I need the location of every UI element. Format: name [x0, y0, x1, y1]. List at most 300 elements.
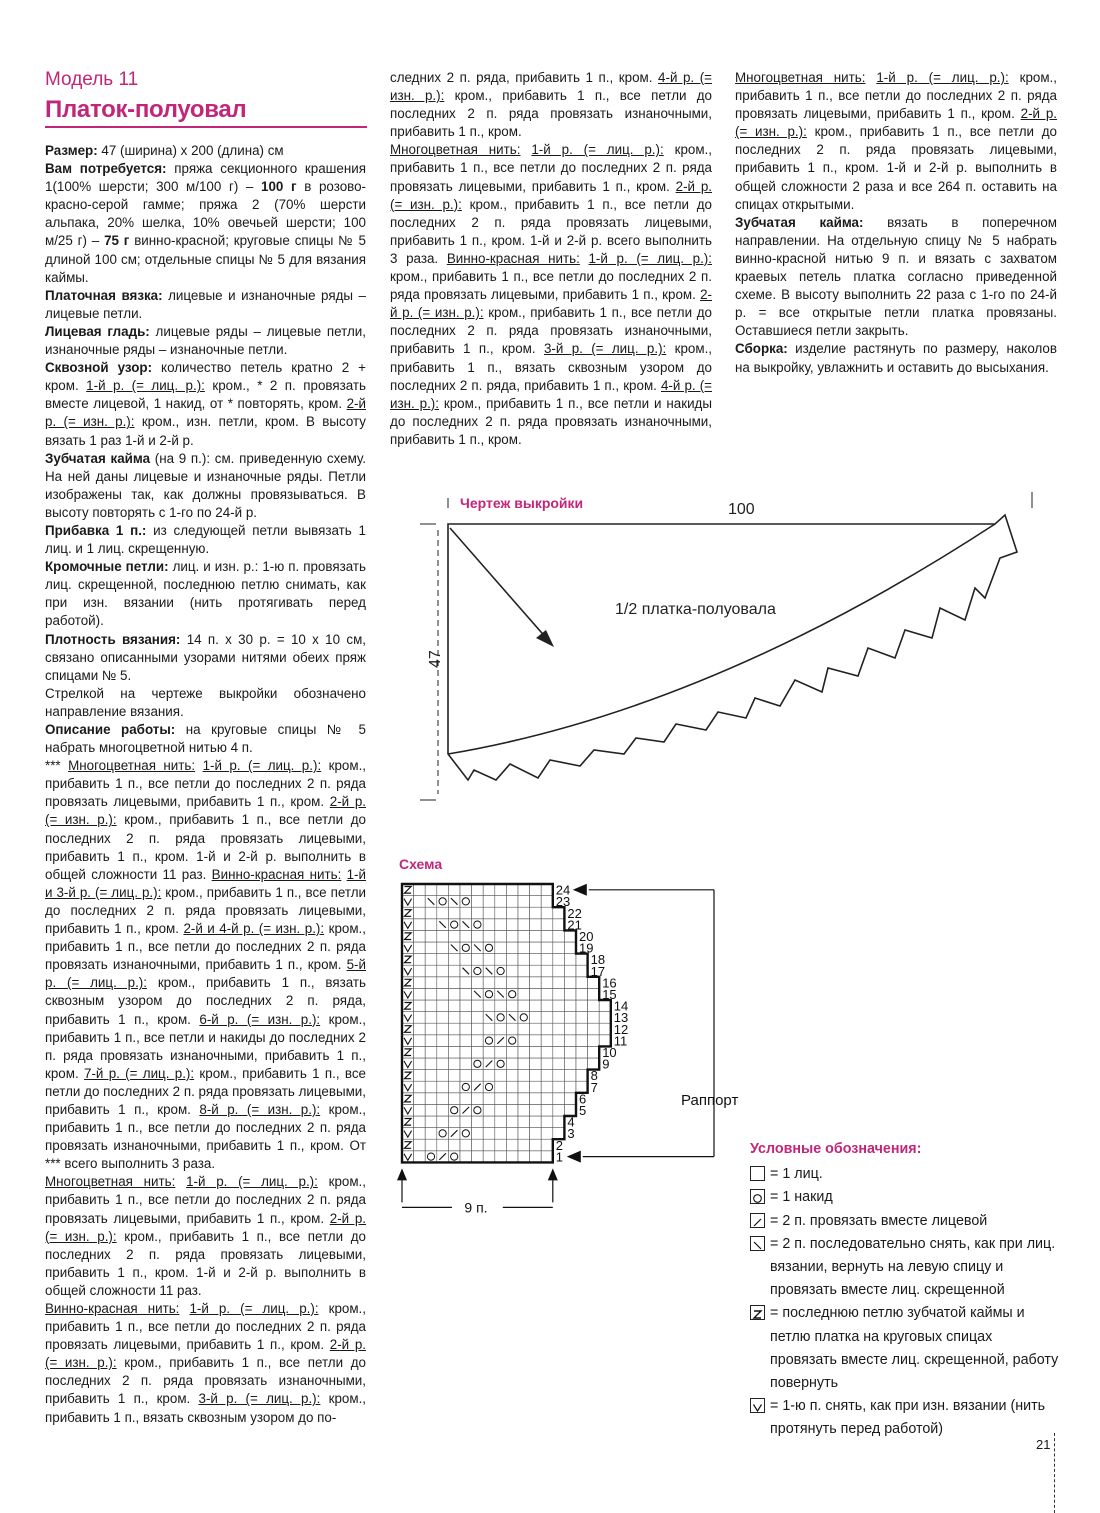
- row-instruction-label: 2-й р. (= изн. р.):: [45, 1210, 366, 1244]
- model-label: Модель 11: [45, 69, 139, 90]
- bold-term: Сквозной узор:: [45, 360, 153, 376]
- chart-cell: [448, 954, 460, 966]
- chart-cell: [530, 1151, 542, 1163]
- row-number: 19: [579, 940, 594, 956]
- text-column-2: [390, 69, 712, 449]
- chart-cell: [541, 919, 553, 931]
- text-run: кром., прибавить 1 п., все петли и накиды до последних 2 п. ряда провязать изнаночными, прибавить 1 п., кром.: [45, 1011, 367, 1081]
- chart-cell: [437, 1012, 449, 1024]
- chart-cell: [530, 942, 542, 954]
- chart-cell: [448, 1012, 460, 1024]
- chart-cell: [506, 1151, 518, 1163]
- row-number: 24: [555, 882, 571, 898]
- chart-cell: [564, 942, 576, 954]
- text-run: кром., прибавить 1 п., все петли до последних 2 п. ряда провязать лицевыми, прибавить 1 п., кром.: [45, 1065, 366, 1117]
- chart-cell: [425, 1104, 437, 1116]
- chart-cell: [472, 1023, 484, 1035]
- text-run: [179, 1301, 189, 1316]
- row-number: 6: [579, 1091, 587, 1107]
- chart-cell: [553, 1104, 565, 1116]
- row-number: 4: [567, 1114, 575, 1130]
- knit-icon: [750, 1166, 765, 1181]
- chart-cell: [437, 954, 449, 966]
- text-run: ***: [45, 758, 69, 774]
- text-run: изделие растянуть по размеру, наколов на выкройку, увлажнить и оставить до высыхания.: [735, 341, 1057, 375]
- chart-cell: [483, 977, 495, 989]
- chart-cell: [495, 884, 507, 896]
- chart-cell: [437, 1000, 449, 1012]
- chart-cell: [472, 1093, 484, 1105]
- chart-cell: [530, 1046, 542, 1058]
- paragraph: [45, 287, 366, 323]
- legend-text: = 1 лиц.: [770, 1166, 823, 1183]
- paragraph: [735, 340, 1057, 376]
- chart-cell: [576, 1070, 588, 1082]
- row-number: 5: [579, 1103, 587, 1118]
- text-run: в розово-красно-серой гамме; пряжа 2 (70% шерсти альпака, 20% шелка, 10% овечьей шерсти; 100 м/25 г) –: [45, 179, 367, 249]
- chart-cell: [518, 1046, 530, 1058]
- chart-cell: [425, 1023, 437, 1035]
- text-column-1: [45, 142, 366, 1427]
- chart-cell: [495, 977, 507, 989]
- text-run: кром., прибавить 1 п., вязать сквозным узором до последних 2 п. ряда, прибавить 1 п., кром.: [45, 975, 366, 1027]
- chart-cell: [506, 942, 518, 954]
- chart-cell: [437, 942, 449, 954]
- text-run: кром., прибавить 1 п., вязать сквозным узором до по-: [45, 1391, 367, 1425]
- chart-cell: [553, 930, 565, 942]
- chart-cell: [518, 1035, 530, 1047]
- chart-cell: [425, 1012, 437, 1024]
- text-run: кром., прибавить 1 п., все петли до последних 2 п. ряда провязать лицевыми, прибавить 1 п., кром. 1-й и 2-й р. всего выполнить 3 раза.: [390, 196, 712, 266]
- chart-cell: [506, 965, 518, 977]
- chart-cell: [460, 884, 472, 896]
- chart-cell: [518, 1070, 530, 1082]
- chart-cell: [472, 1128, 484, 1140]
- chart-cell: [483, 1128, 495, 1140]
- chart-cell: [564, 1035, 576, 1047]
- text-run: кром., прибавить 1 п., все петли до последних 2 п. ряда провязать изнаночными, прибавить 1 п., кром.: [390, 305, 712, 357]
- chart-cell: [506, 907, 518, 919]
- paragraph: [45, 1173, 366, 1300]
- chart-cell: [541, 1104, 553, 1116]
- chart-cell: [541, 1139, 553, 1151]
- bold-term: Зубчатая кайма: [45, 450, 151, 466]
- chart-cell: [483, 1070, 495, 1082]
- text-run: следних 2 п. ряда, прибавить 1 п., кром.: [390, 70, 659, 85]
- chart-cell: [564, 1093, 576, 1105]
- chart-cell: [495, 1116, 507, 1128]
- chart-cell: [506, 1139, 518, 1151]
- row-number: 21: [567, 917, 582, 933]
- chart-cell: [472, 1116, 484, 1128]
- chart-cell: [588, 988, 600, 1000]
- row-instruction-label: Многоцветная нить:: [68, 758, 196, 774]
- chart-cell: [437, 1104, 449, 1116]
- text-run: количество петель кратно 2 + кром.: [45, 360, 367, 394]
- chart-cell: [460, 1093, 472, 1105]
- chart-cell: [530, 965, 542, 977]
- chart-cell: [448, 1058, 460, 1070]
- legend-item: [750, 1395, 1060, 1441]
- rapport-bottom-arrow: [567, 1151, 581, 1163]
- row-number: 1: [555, 1149, 564, 1165]
- chart-cell: [530, 954, 542, 966]
- scheme-chart: [392, 870, 752, 1340]
- chart-cell: [414, 1035, 426, 1047]
- paragraph: [735, 69, 1057, 214]
- chart-cell: [506, 1000, 518, 1012]
- legend-item: [750, 1302, 1060, 1395]
- chart-cell: [576, 988, 588, 1000]
- chart-cell: [530, 896, 542, 908]
- chart-cell: [564, 1058, 576, 1070]
- chart-cell: [472, 930, 484, 942]
- row-number: 17: [590, 963, 606, 979]
- chart-cell: [448, 1000, 460, 1012]
- chart-cell: [425, 942, 437, 954]
- chart-cell: [483, 1104, 495, 1116]
- text-run: кром., прибавить 1 п., все петли до последних 2 п. ряда провязать изнаночными, прибавить 1 п., кром.: [45, 921, 366, 973]
- chart-cell: [448, 1139, 460, 1151]
- bold-term: 100 г: [261, 179, 297, 195]
- chart-cell: [414, 1000, 426, 1012]
- chart-cell: [588, 1023, 600, 1035]
- row-number: 9: [602, 1056, 610, 1072]
- chart-cell: [437, 988, 449, 1000]
- chart-cell: [506, 919, 518, 931]
- chart-cell: [495, 954, 507, 966]
- chart-cell: [448, 1093, 460, 1105]
- chart-cell: [483, 884, 495, 896]
- chart-cell: [483, 1151, 495, 1163]
- chart-cell: [553, 1000, 565, 1012]
- row-number: 20: [579, 929, 594, 944]
- row-number: 11: [613, 1033, 628, 1049]
- chart-cell: [576, 1012, 588, 1024]
- chart-cell: [576, 1035, 588, 1047]
- row-instruction-label: 3-й р. (= лиц. р.):: [543, 341, 667, 357]
- chart-cell: [530, 884, 542, 896]
- text-run: из следующей петли вывязать 1 лиц. и 1 лиц. скрещенную.: [45, 522, 366, 557]
- chart-cell: [506, 954, 518, 966]
- chart-cell: [414, 1046, 426, 1058]
- chart-cell: [564, 977, 576, 989]
- text-run: винно-красной; круговые спицы № 5 длиной 100 см; отдельные спицы № 5 для вязания каймы.: [45, 233, 366, 285]
- text-run: кром., прибавить 1 п., все петли до последних 2 п. ряда провязать лицевыми, прибавить 1 п., кром.: [45, 758, 367, 810]
- paragraph: [735, 214, 1057, 341]
- chart-cell: [564, 1046, 576, 1058]
- slip-icon: [750, 1398, 765, 1413]
- chart-cell: [541, 1012, 553, 1024]
- paragraph: [45, 631, 366, 685]
- chart-cell: [437, 884, 449, 896]
- chart-cell: [530, 907, 542, 919]
- chart-cell: [518, 1139, 530, 1151]
- chart-cell: [530, 1116, 542, 1128]
- yarn-over-icon: [750, 1189, 765, 1204]
- chart-cell: [576, 1058, 588, 1070]
- chart-cell: [425, 1139, 437, 1151]
- text-run: кром., прибавить 1 п., все петли до последних 2 п. ряда провязать лицевыми, прибавить 1 п., кром.: [45, 1174, 366, 1226]
- chart-cell: [576, 1000, 588, 1012]
- chart-cell: [448, 1046, 460, 1058]
- row-number: 23: [555, 894, 571, 910]
- chart-cell: [414, 1070, 426, 1082]
- drawing-inner-curve: [448, 524, 995, 754]
- chart-cell: [541, 884, 553, 896]
- drawing-outline: [448, 515, 1017, 780]
- chart-cell: [437, 1093, 449, 1105]
- chart-cell: [553, 1035, 565, 1047]
- row-instruction-label: 2-й р. (= изн. р.):: [390, 178, 713, 212]
- chart-cell: [541, 965, 553, 977]
- text-run: [520, 142, 531, 157]
- chart-cell: [518, 1081, 530, 1093]
- chart-cell: [530, 1023, 542, 1035]
- chart-cell: [564, 1000, 576, 1012]
- chart-cell: [530, 1128, 542, 1140]
- chart-cell: [495, 1093, 507, 1105]
- legend-item: [750, 1163, 1060, 1186]
- chart-cell: [518, 965, 530, 977]
- row-instruction-label: Винно-красная нить:: [211, 866, 342, 882]
- chart-cell: [530, 977, 542, 989]
- chart-cell: [553, 1058, 565, 1070]
- drawing-center-label: 1/2 платка-полуовала: [615, 601, 776, 618]
- chart-cell: [518, 1093, 530, 1105]
- chart-cell: [425, 1000, 437, 1012]
- chart-cell: [530, 1093, 542, 1105]
- chart-cell: [414, 1023, 426, 1035]
- chart-cell: [414, 988, 426, 1000]
- chart-cell: [483, 907, 495, 919]
- chart-cell: [553, 1116, 565, 1128]
- chart-cell: [414, 1104, 426, 1116]
- row-instruction-label: 7-й р. (= лиц. р.):: [84, 1065, 195, 1081]
- chart-cell: [425, 1081, 437, 1093]
- knitting-direction-arrow: [450, 528, 554, 647]
- chart-cell: [495, 907, 507, 919]
- chart-cell: [530, 1104, 542, 1116]
- row-instruction-label: 5-й р. (= лиц. р.):: [45, 957, 366, 991]
- row-number: 22: [567, 905, 582, 921]
- text-run: кром., изн. петли, кром. В высоту вязать 1 раз 1-й и 2-й р.: [45, 414, 366, 448]
- row-number: 16: [602, 975, 617, 991]
- chart-cell: [437, 1116, 449, 1128]
- chart-cell: [437, 1081, 449, 1093]
- row-instruction-label: Винно-красная нить:: [446, 250, 580, 266]
- chart-cell: [541, 1046, 553, 1058]
- chart-cell: [414, 1058, 426, 1070]
- text-run: кром., * 2 п. провязать вместе лицевой, 1 накид, от * повторять, кром.: [45, 378, 367, 412]
- chart-cell: [425, 1128, 437, 1140]
- row-instruction-label: Винно-красная нить:: [45, 1301, 180, 1316]
- chart-cell: [425, 965, 437, 977]
- chart-cell: [506, 1023, 518, 1035]
- chart-cell: [414, 907, 426, 919]
- chart-cell: [518, 977, 530, 989]
- page-edge-marker: [1054, 1433, 1057, 1513]
- paragraph: [45, 757, 366, 1173]
- chart-cell: [553, 1023, 565, 1035]
- chart-cell: [437, 1139, 449, 1151]
- rapport-top-arrow: [573, 884, 587, 896]
- chart-cell: [518, 1058, 530, 1070]
- z-icon: [750, 1305, 765, 1320]
- row-number: 15: [602, 987, 617, 1002]
- chart-cell: [460, 1000, 472, 1012]
- text-run: кром., прибавить 1 п., все петли до последних 2 п. ряда провязать лицевыми, прибавить 1 п., кром.: [735, 70, 1057, 122]
- chart-cell: [448, 1023, 460, 1035]
- text-run: лицевые и изнаночные ряды – лицевые петли.: [45, 287, 366, 321]
- bold-term: Платочная вязка:: [45, 287, 163, 303]
- row-instruction-label: 4-й р. (= изн. р.):: [390, 70, 712, 104]
- chart-cell: [472, 896, 484, 908]
- chart-cell: [576, 1046, 588, 1058]
- chart-cell: [483, 1093, 495, 1105]
- chart-cell: [541, 907, 553, 919]
- chart-cell: [425, 977, 437, 989]
- chart-cell: [506, 1081, 518, 1093]
- chart-cell: [414, 884, 426, 896]
- chart-cell: [460, 988, 472, 1000]
- chart-cell: [541, 942, 553, 954]
- chart-cell: [425, 1070, 437, 1082]
- chart-cell: [553, 942, 565, 954]
- row-instruction-label: Многоцветная нить:: [45, 1174, 176, 1190]
- chart-cell: [530, 1081, 542, 1093]
- paragraph: [45, 142, 366, 160]
- chart-cell: [495, 1070, 507, 1082]
- chart-cell: [425, 1046, 437, 1058]
- chart-cell: [483, 1023, 495, 1035]
- chart-cell: [425, 954, 437, 966]
- chart-cell: [472, 1070, 484, 1082]
- chart-cell: [541, 1070, 553, 1082]
- paragraph: [45, 685, 366, 721]
- chart-cell: [518, 988, 530, 1000]
- text-run: Стрелкой на чертеже выкройки обозначено направление вязания.: [45, 685, 366, 719]
- chart-cell: [553, 1012, 565, 1024]
- drawing-width-label: 100: [728, 501, 755, 518]
- chart-cell: [495, 1139, 507, 1151]
- chart-cell: [437, 1046, 449, 1058]
- text-run: лицевые ряды – лицевые петли, изнаночные ряды – изнаночные петли.: [45, 323, 367, 358]
- row-instruction-label: 2-й р. (= изн. р.):: [45, 396, 366, 430]
- chart-cell: [472, 884, 484, 896]
- row-instruction-label: 1-й р. (= лиц. р.):: [86, 378, 205, 394]
- chart-cell: [518, 1023, 530, 1035]
- chart-cell: [460, 1151, 472, 1163]
- paragraph: [45, 323, 366, 359]
- text-run: [865, 70, 876, 85]
- row-instruction-label: 1-й р. (= лиц. р.):: [202, 758, 322, 774]
- chart-cell: [448, 988, 460, 1000]
- chart-cell: [553, 1046, 565, 1058]
- chart-cell: [425, 907, 437, 919]
- chart-cell: [506, 896, 518, 908]
- chart-cell: [425, 1035, 437, 1047]
- chart-cell: [553, 988, 565, 1000]
- chart-cell: [414, 1116, 426, 1128]
- row-number: 2: [555, 1137, 564, 1153]
- chart-cell: [506, 1104, 518, 1116]
- text-run: кром., прибавить 1 п., все петли до последних 2 п. ряда провязать изнаночными, прибавить 1 п., кром. От *** всего выполнить 3 раза.: [45, 1101, 367, 1172]
- chart-cell: [541, 1081, 553, 1093]
- chart-cell: [437, 977, 449, 989]
- bold-term: 75 г: [104, 233, 130, 249]
- bold-term: Зубчатая кайма:: [735, 214, 864, 230]
- row-instruction-label: 2-й р. (= изн. р.):: [45, 794, 366, 828]
- chart-cell: [506, 1046, 518, 1058]
- paragraph: [390, 69, 712, 141]
- chart-cell: [518, 1104, 530, 1116]
- chart-cell: [506, 1093, 518, 1105]
- chart-cell: [414, 1012, 426, 1024]
- chart-cell: [437, 907, 449, 919]
- row-instruction-label: 1-й р. (= лиц. р.):: [189, 1301, 319, 1316]
- chart-cell: [437, 930, 449, 942]
- row-instruction-label: 4-й р. (= изн. р.):: [390, 377, 712, 411]
- chart-cell: [495, 1081, 507, 1093]
- chart-cell: [541, 1093, 553, 1105]
- chart-cell: [599, 1023, 611, 1035]
- chart-cell: [530, 1058, 542, 1070]
- paragraph: [45, 1300, 366, 1427]
- chart-cell: [414, 1139, 426, 1151]
- chart-cell: [599, 1012, 611, 1024]
- chart-cell: [588, 1000, 600, 1012]
- paragraph: [45, 450, 366, 522]
- row-number: 3: [567, 1126, 575, 1142]
- chart-cell: [553, 919, 565, 931]
- chart-cell: [506, 930, 518, 942]
- text-run: (на 9 п.): см. приведенную схему. На ней даны лицевые и изнаночные ряды. Петли изображены так, как должны провязываться. В высоту повторять с 1-го по 24-й р.: [45, 450, 367, 520]
- chart-cell: [414, 977, 426, 989]
- chart-cell: [437, 1070, 449, 1082]
- chart-cell: [564, 1023, 576, 1035]
- row-number: 18: [590, 952, 606, 968]
- bold-term: Описание работы:: [45, 722, 176, 737]
- chart-cell: [448, 907, 460, 919]
- chart-cell: [425, 1058, 437, 1070]
- chart-cell: [414, 965, 426, 977]
- chart-cell: [460, 977, 472, 989]
- chart-cell: [437, 1023, 449, 1035]
- row-instruction-label: 8-й р. (= изн. р.):: [199, 1101, 321, 1117]
- chart-cell: [472, 954, 484, 966]
- chart-cell: [495, 1104, 507, 1116]
- chart-cell: [495, 896, 507, 908]
- chart-cell: [564, 988, 576, 1000]
- drawing-label: Чертеж выкройки: [460, 495, 584, 511]
- chart-cell: [541, 1035, 553, 1047]
- chart-cell: [506, 884, 518, 896]
- chart-cell: [483, 919, 495, 931]
- chart-cell: [425, 1093, 437, 1105]
- row-instruction-label: 2-й и 4-й р. (= изн. р.):: [183, 921, 325, 937]
- chart-cell: [541, 988, 553, 1000]
- chart-cell: [448, 965, 460, 977]
- chart-cell: [414, 1128, 426, 1140]
- chart-cell: [414, 919, 426, 931]
- text-run: [175, 1174, 186, 1189]
- chart-cell: [425, 988, 437, 1000]
- row-number: 13: [613, 1010, 629, 1026]
- legend-item: [750, 1186, 1060, 1209]
- legend-text: = 2 п. провязать вместе лицевой: [770, 1212, 988, 1229]
- paragraph: [45, 721, 366, 757]
